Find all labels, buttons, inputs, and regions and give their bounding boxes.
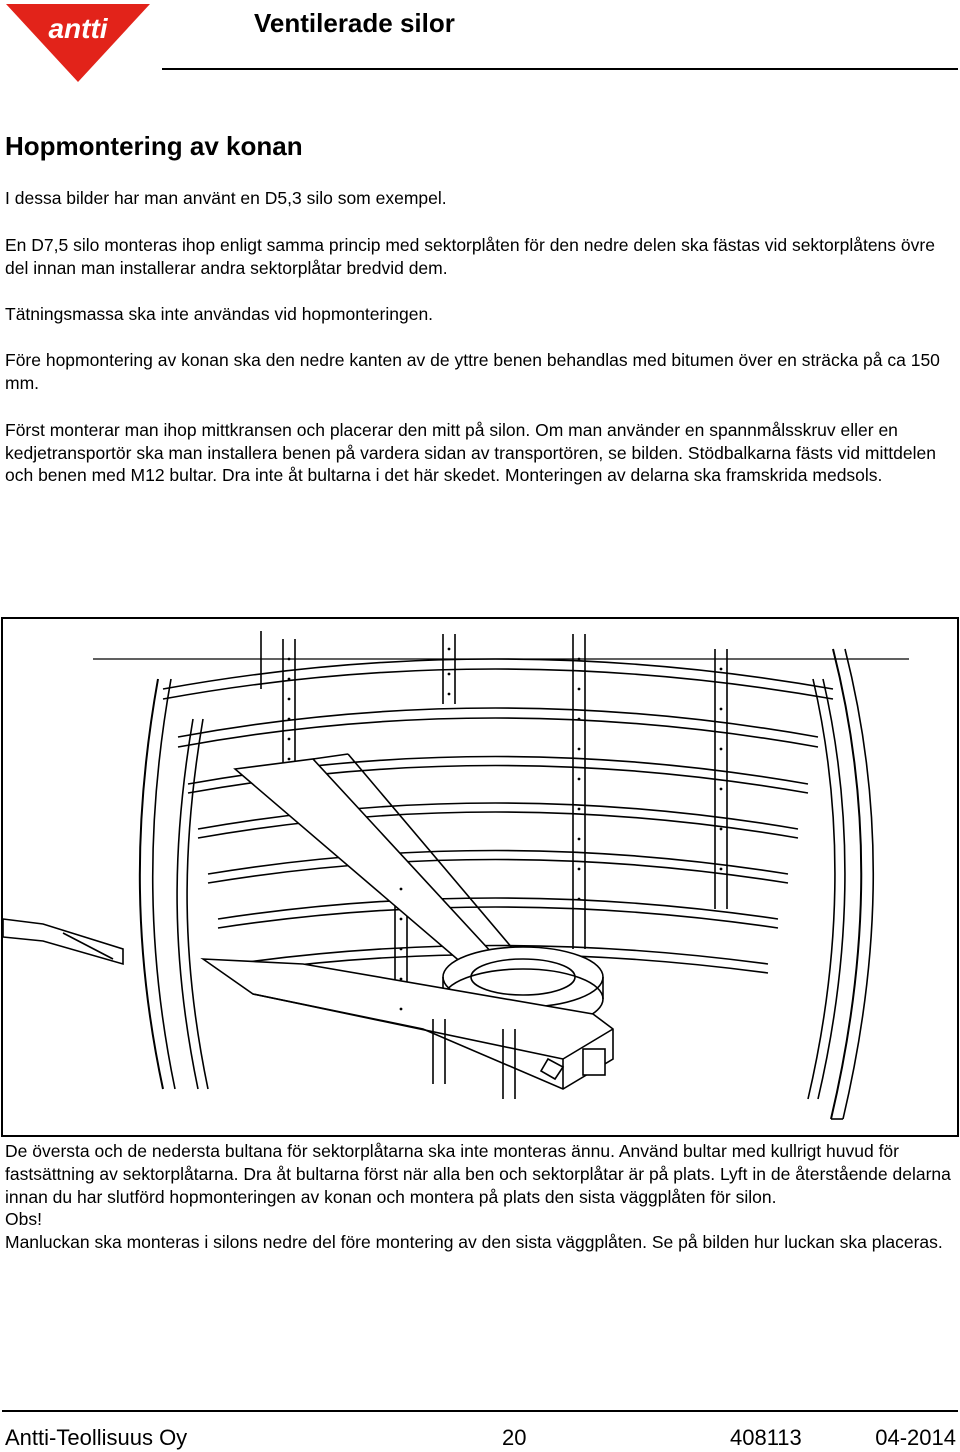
paragraph-example: I dessa bilder har man använt en D5,3 silo som exempel. [5, 188, 447, 208]
logo-text: antti [48, 13, 108, 44]
paragraph-d75: En D7,5 silo monteras ihop enligt samma princip med sektorplåten för den nedre delen ska fästas vid sektorplåtens övre del innan man installerar andra sektorplåtar bredvid dem. [5, 235, 935, 278]
paragraph-sealant: Tätningsmassa ska inte användas vid hopmonteringen. [5, 304, 434, 324]
document-date: 04-2014 [875, 1425, 956, 1450]
caption-bolts: De översta och de nedersta bultana för sektorplåtarna ska inte monteras ännu. Använd bultar med kullrigt huvud för fastsättning av sektorplåtarna. Dra åt bultarna först när alla ben och sektorplåtar är på plats. Lyft in de återstående delarna innan du har slutförd hopmonteringen av konan och montera på plats den sista väggplåten för silon. [5, 1141, 951, 1207]
header-title: Ventilerade silor [254, 8, 455, 38]
section-title: Hopmontering av konan [5, 131, 303, 161]
footer-company: Antti-Teollisuus Oy [5, 1425, 188, 1450]
figure-caption [5, 1140, 957, 1254]
antti-logo [4, 4, 152, 84]
footer-divider [2, 1410, 958, 1412]
page-number: 20 [502, 1425, 527, 1450]
caption-manhole: Manluckan ska monteras i silons nedre del före montering av den sista väggplåten. Se på bilden hur luckan ska placeras. [5, 1232, 943, 1253]
document-number: 408113 [730, 1425, 802, 1450]
paragraph-bitumen: Före hopmontering av konan ska den nedre kanten av de yttre benen behandlas med bitumen över en sträcka på ca 150 mm. [5, 350, 940, 393]
silo-cone-assembly-drawing [1, 617, 959, 1137]
caption-obs: Obs! [5, 1209, 42, 1230]
header-divider [162, 68, 958, 70]
paragraph-assembly: Först monterar man ihop mittkransen och placerar den mitt på silon. Om man använder en spannmålsskruv eller en kedjetransportör ska man installera benen på vardera sidan av transportören, se bilden. Stödbalkarna fästs vid mittdelen och benen med M12 bultar. Dra inte åt bultarna i det här skedet. Monteringen av delarna ska framskrida medsols. [5, 420, 936, 486]
